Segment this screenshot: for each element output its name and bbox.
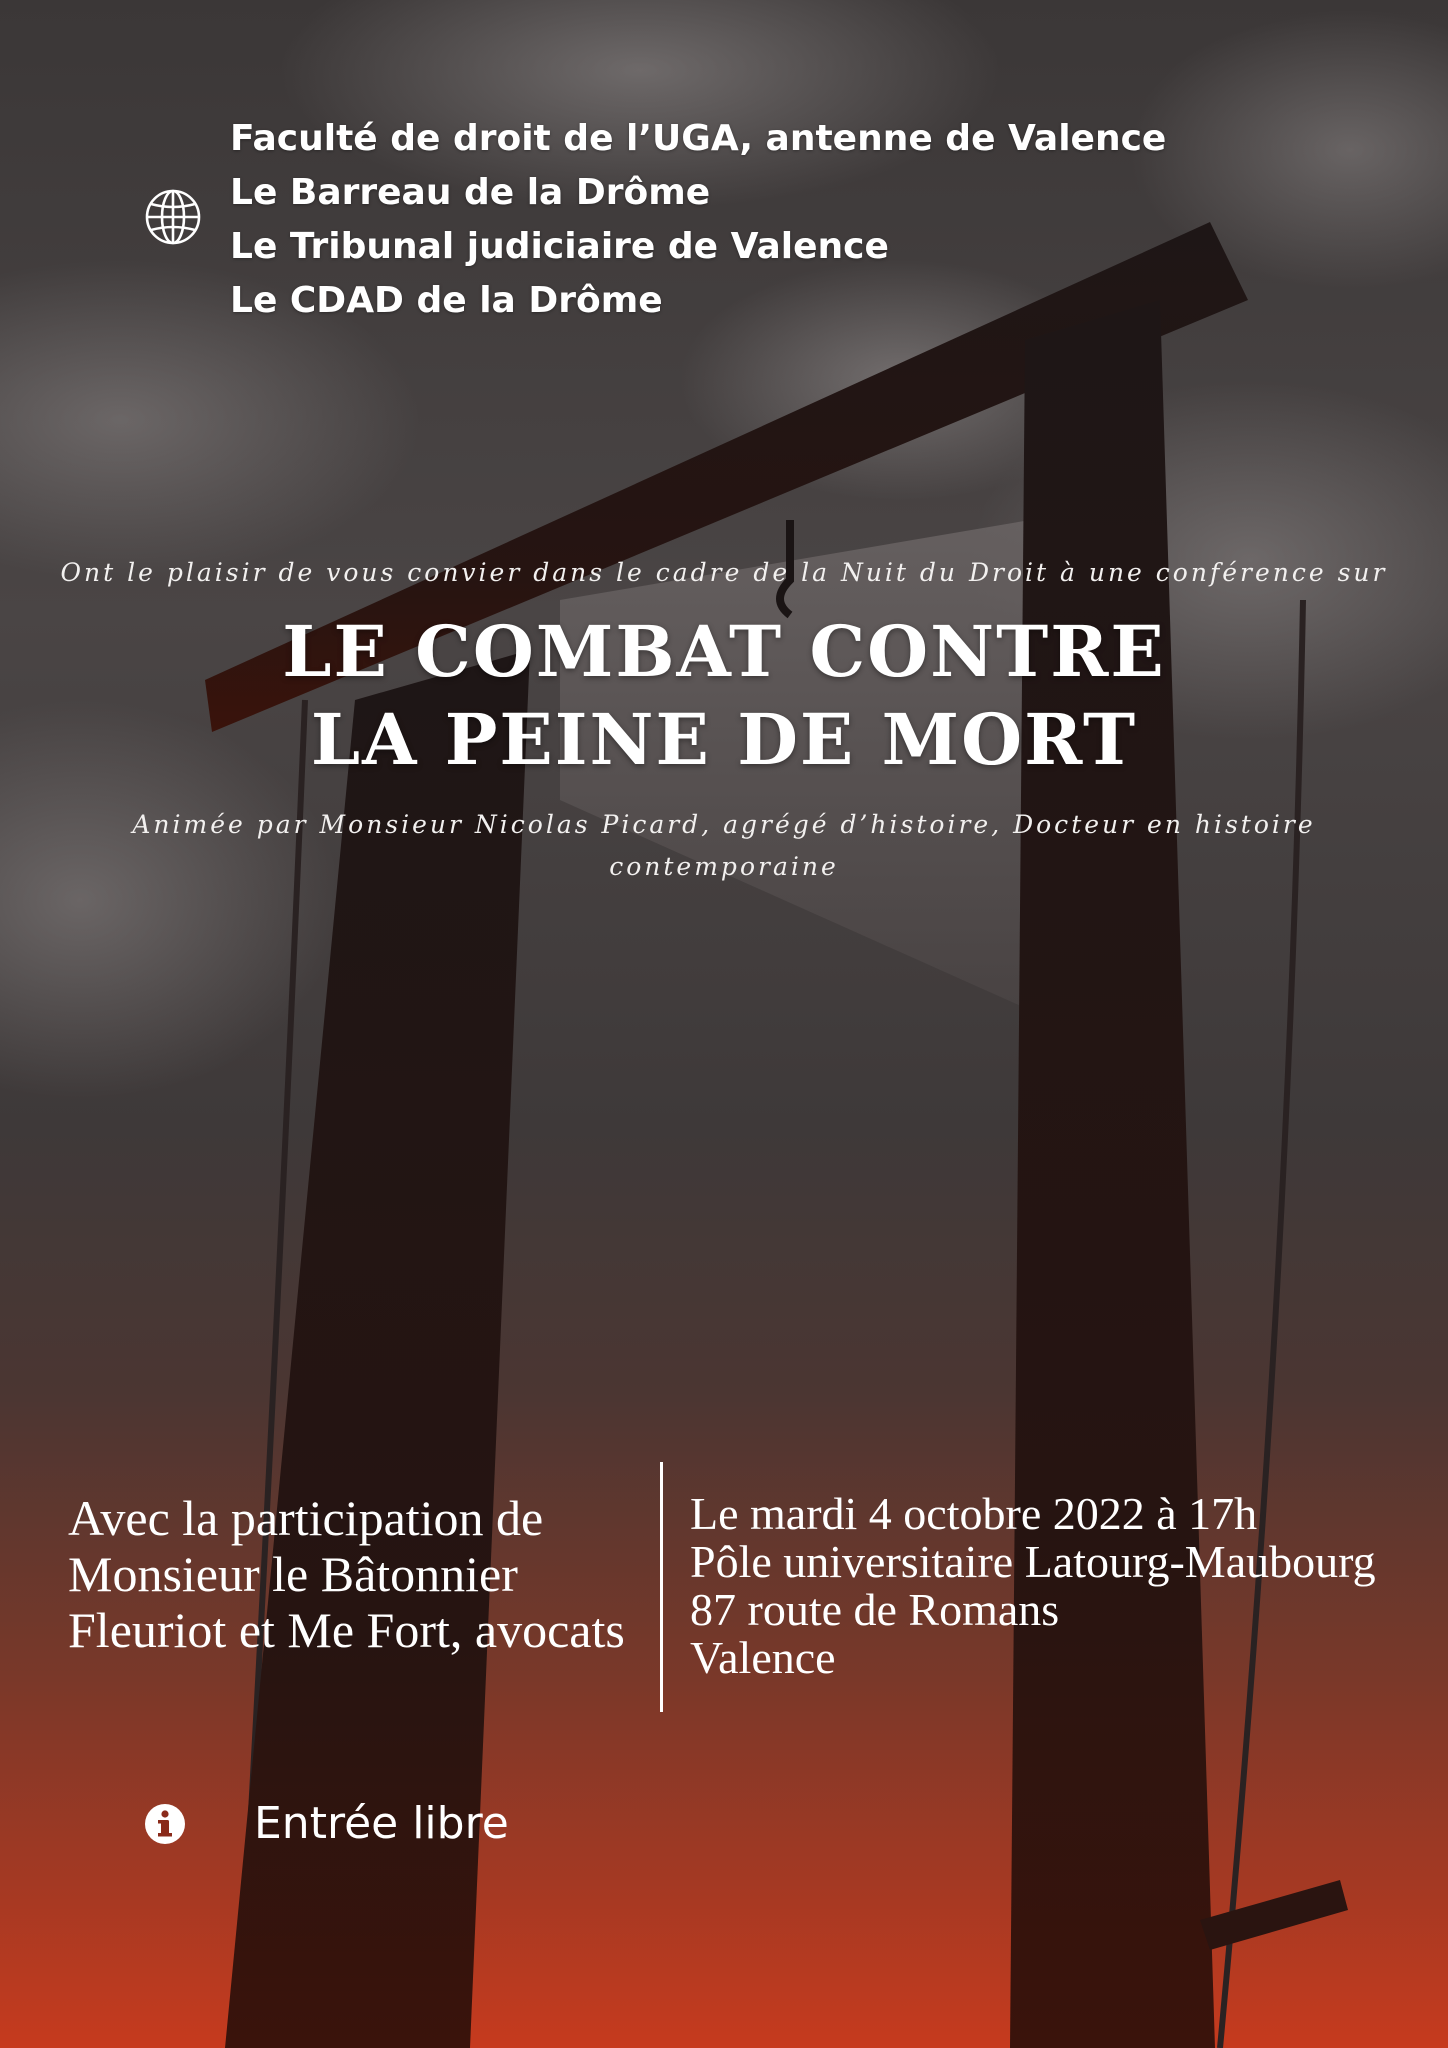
divider (660, 1462, 663, 1712)
organizer-item: Le Tribunal judiciaire de Valence (230, 226, 889, 267)
intro-text: Ont le plaisir de vous convier dans le cadre de la Nuit du Droit à une conférence sur (60, 558, 1388, 587)
entry-text: Entrée libre (254, 1798, 509, 1849)
host-text: Animée par Monsieur Nicolas Picard, agrégé d’histoire, Docteur en histoire contemporaine (132, 810, 1316, 881)
participation-text: Avec la participation de Monsieur le Bâtonnier Fleuriot et Me Fort, avocats (68, 1490, 625, 1658)
event-venue: Pôle universitaire Latourg-Maubourg (690, 1536, 1376, 1587)
title-line-1: LE COMBAT CONTRE (282, 610, 1166, 693)
organizer-item: Faculté de droit de l’UGA, antenne de Valence (230, 118, 1167, 159)
event-datetime: Le mardi 4 octobre 2022 à 17h (690, 1488, 1258, 1539)
event-title (0, 608, 1448, 784)
organizer-item: Le CDAD de la Drôme (230, 280, 663, 321)
info-icon (144, 1803, 186, 1845)
organizer-item: Le Barreau de la Drôme (230, 172, 711, 213)
globe-icon (144, 188, 202, 246)
event-details (690, 1490, 1430, 1682)
event-address: 87 route de Romans (690, 1584, 1060, 1635)
event-city: Valence (690, 1632, 836, 1683)
title-line-2: LA PEINE DE MORT (310, 698, 1138, 781)
organizers-list (230, 112, 1166, 328)
